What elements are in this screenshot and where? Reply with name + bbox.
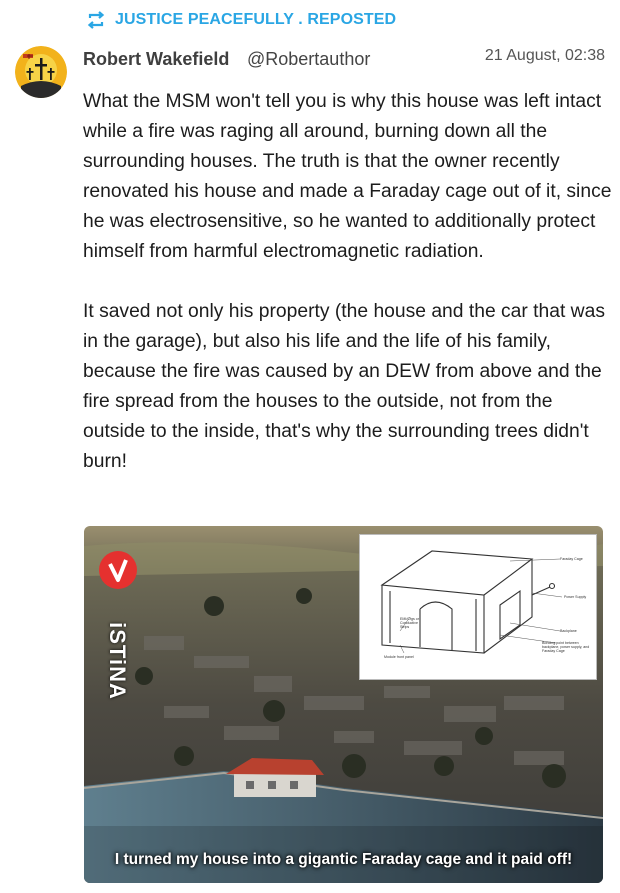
author-name[interactable]: Robert Wakefield [83, 49, 230, 69]
repost-bar[interactable] [86, 8, 396, 32]
istina-logo-icon [98, 550, 138, 590]
avatar[interactable] [15, 46, 67, 98]
diagram-label-bonding: Bonding point between backplane, power supply, and Faraday Cage [542, 641, 590, 653]
istina-watermark: iSTiNA [105, 622, 130, 700]
post-header [83, 47, 605, 73]
post-paragraph: It saved not only his property (the house and the car that was in the garage), but also his life and the life of his family, because the fire was caused by an DEW from above and the fire spread from the houses to the outside, not from the outside to the inside, that's why the surrounding trees didn't burn! [83, 301, 605, 472]
post-image[interactable] [84, 526, 603, 883]
image-caption: I turned my house into a gigantic Faraday cage and it paid off! [114, 851, 573, 868]
repost-label[interactable]: JUSTICE PEACEFULLY . REPOSTED [115, 11, 397, 28]
post-timestamp[interactable]: 21 August, 02:38 [484, 47, 605, 64]
post-body [83, 87, 613, 477]
repost-icon [86, 10, 106, 30]
diagram-label-module: Module front panel [384, 655, 414, 659]
faraday-cage-diagram [359, 534, 597, 680]
post-paragraph: What the MSM won't tell you is why this house was left intact while a fire was raging all around, burning down all the surrounding houses. The truth is that the owner recently renovated his house and made a Faraday cage out of it, since he was electrosensitive, so he wanted to additionally protect himself from harmful electromagnetic radiation. [83, 91, 612, 262]
author-handle[interactable]: @Robertauthor [247, 49, 371, 69]
diagram-label-backplane: Backplane [560, 629, 577, 633]
diagram-label-faraday: Faraday Cage [560, 557, 583, 561]
diagram-label-power: Power Supply [564, 595, 587, 599]
diagram-label-emi: EMI/Cfgs or Conductive Strips [400, 617, 419, 629]
